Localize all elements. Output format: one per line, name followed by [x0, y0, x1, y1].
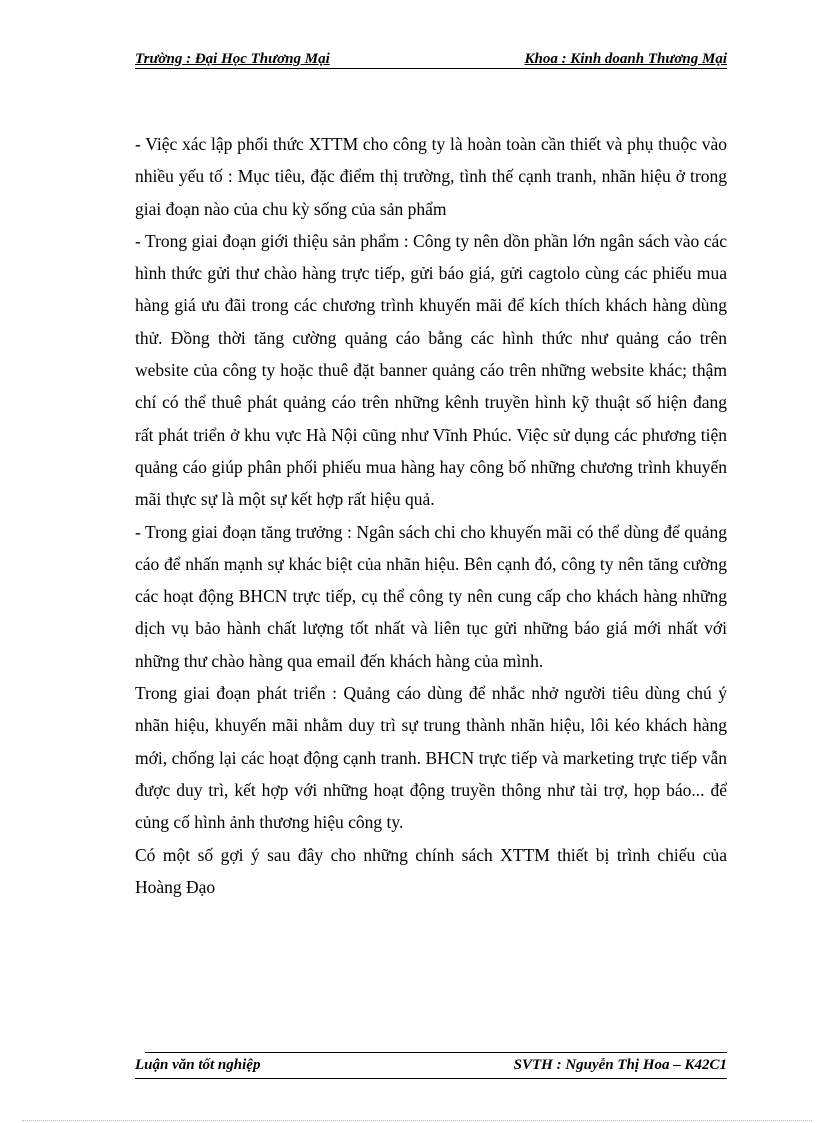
paragraph-4: Trong giai đoạn phát triển : Quảng cáo dùng để nhắc nhở người tiêu dùng chú ý nhãn hiệu, khuyến mãi nhằm duy trì sự trung thành nhãn hiệu, lôi kéo khách hàng mới, chống lại các hoạt động cạnh tranh. BHCN trực tiếp và marketing trực tiếp vẫn được duy trì, kết hợp với những hoạt động truyền thông như tài trợ, họp báo... để củng cố hình ảnh thương hiệu công ty.: [135, 683, 727, 833]
paragraph-1: - Việc xác lập phối thức XTTM cho công ty là hoàn toàn cần thiết và phụ thuộc vào nhiều yếu tố : Mục tiêu, đặc điểm thị trường, tình thế cạnh tranh, nhãn hiệu ở trong giai đoạn nào của chu kỳ sống của sản phẩm: [135, 134, 727, 219]
paragraph-5: Có một số gợi ý sau đây cho những chính sách XTTM thiết bị trình chiếu của Hoàng Đạo: [135, 844, 727, 897]
header-faculty: Khoa : Kinh doanh Thương Mại: [524, 51, 727, 67]
footer-thesis-label: Luận văn tốt nghiệp: [135, 1057, 261, 1073]
footer-student: SVTH : Nguyễn Thị Hoa – K42C1: [513, 1057, 727, 1073]
page-edge-divider: [22, 1120, 812, 1121]
paragraph-3: - Trong giai đoạn tăng trưởng : Ngân sách chi cho khuyến mãi có thể dùng để quảng cáo để nhấn mạnh sự khác biệt của nhãn hiệu. Bên cạnh đó, công ty nên tăng cường các hoạt động BHCN trực tiếp, cụ thể công ty nên cung cấp cho khách hàng những dịch vụ bảo hành chất lượng tốt nhất và liên tục gửi những báo giá mới nhất với những thư chào hàng qua email đến khách hàng của mình.: [135, 521, 727, 671]
footer-rule-bottom: [135, 1078, 727, 1079]
header-school: Trường : Đại Học Thương Mại: [135, 51, 330, 67]
page-header: [135, 48, 727, 69]
paragraph-2: - Trong giai đoạn giới thiệu sản phẩm : Công ty nên dồn phần lớn ngân sách vào các hình thức gửi thư chào hàng trực tiếp, gửi báo giá, gửi cagtolo cùng các phiếu mua hàng giá ưu đãi trong các chương trình khuyến mãi để kích thích khách hàng dùng thử. Đồng thời tăng cường quảng cáo bằng các hình thức như quảng cáo trên website của công ty hoặc thuê đặt banner quảng cáo trên những website khác; thậm chí có thể thuê phát quảng cáo trên những kênh truyền hình kỹ thuật số hiện đang rất phát triển ở khu vực Hà Nội cũng như Vĩnh Phúc. Việc sử dụng các phương tiện quảng cáo giúp phân phối phiếu mua hàng hay công bố những chương trình khuyến mãi thực sự là một sự kết hợp rất hiệu quả.: [135, 230, 727, 510]
document-body: [135, 128, 727, 903]
page-footer: [135, 1052, 727, 1074]
